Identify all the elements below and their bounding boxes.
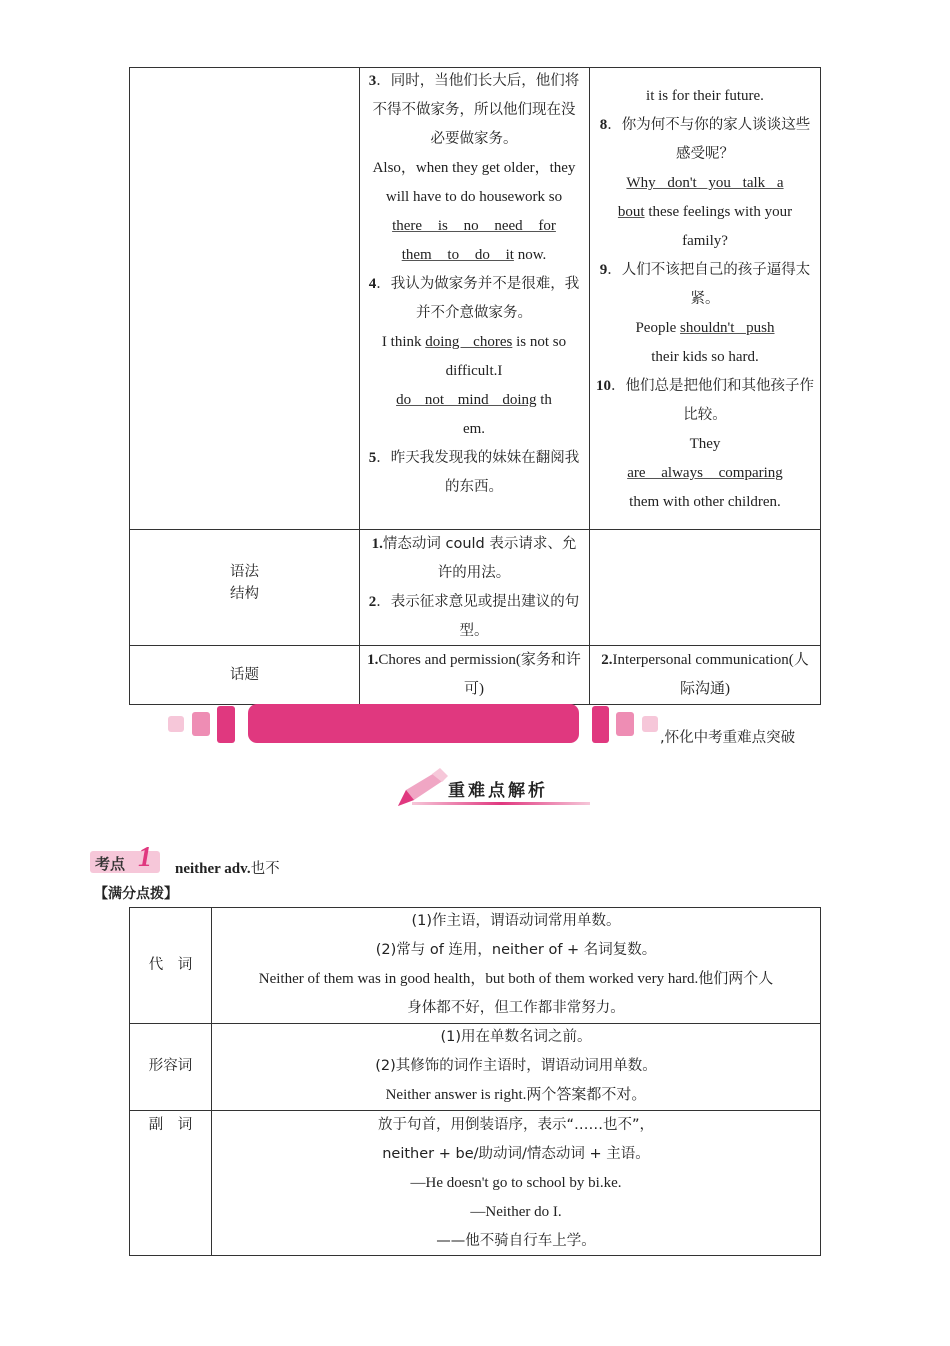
grammar-label: 语法 结构 xyxy=(230,564,259,602)
topic-label: 话题 xyxy=(230,667,259,683)
row-content-adjective: (1)用在单数名词之前。 (2)其修饰的词作主语时，谓语动词用单数。 Neither answer is right.两个答案都不对。 xyxy=(375,1029,657,1103)
kaodian-title: neither adv.也不 xyxy=(175,861,280,877)
row-content-adverb: 放于句首，用倒装语序，表示“……也不”， neither + be/助动词/情态动词 + 主语。 —He doesn't go to school by bi.ke. —Neither do I. ——他不骑自行车上学。 xyxy=(377,1117,655,1249)
row-label-adverb: 副 词 xyxy=(148,1117,193,1133)
item-8-answer: Why don't you talk a bout these feelings with your family? xyxy=(617,175,793,249)
pencil-icon xyxy=(392,766,452,812)
section-heading xyxy=(392,766,592,812)
answer-blank: bout xyxy=(617,204,645,220)
banner-square xyxy=(642,716,658,732)
translation-column-2 xyxy=(366,67,582,502)
item-4-en: I think doing chores is not so difficult.I xyxy=(381,334,567,379)
answer-blank: shouldn't push xyxy=(680,320,775,336)
item-3-answer: there is no need for them to do it now. xyxy=(392,218,556,263)
heading-underline xyxy=(412,802,590,805)
kaodian-number: 1 xyxy=(138,842,152,873)
item-10-answer: They are always comparing them with other children. xyxy=(627,436,783,510)
answer-blank: are always comparing xyxy=(627,465,783,481)
item-9-answer: People shouldn't push their kids so hard. xyxy=(635,320,775,365)
topic-item-2: 2.Interpersonal communication(人际沟通) xyxy=(601,652,809,697)
item-8-zh: 8．你为何不与你的家人谈谈这些感受呢？ xyxy=(599,117,811,162)
answer-blank: doing chores xyxy=(425,334,513,350)
banner-square xyxy=(168,716,184,732)
answer-blank: Why don't you talk a xyxy=(626,175,784,191)
row-label-pronoun: 代 词 xyxy=(148,957,193,973)
topic-item-1: 1.Chores and permission(家务和许可) xyxy=(367,652,581,697)
answer-blank: do not mind doing xyxy=(396,392,537,408)
translation-column-3 xyxy=(596,82,814,517)
answer-blank: there is no need for xyxy=(392,218,556,234)
banner-square xyxy=(217,706,235,743)
banner-square xyxy=(616,712,634,736)
item-7-tail: it is for their future. xyxy=(646,88,764,104)
banner-bar xyxy=(248,704,579,743)
row-content-pronoun: (1)作主语，谓语动词常用单数。 (2)常与 of 连用，neither of + 名词复数。 Neither of them was in good health，but both of them worked very hard.他们两个人 身体都不好，但工作都非常努力。 xyxy=(258,913,774,1016)
item-10-zh: 10．他们总是把他们和其他孩子作比较。 xyxy=(596,378,814,423)
grammar-items: 1.情态动词 could 表示请求、允许的用法。 2．表示征求意见或提出建议的句型。 xyxy=(368,536,580,639)
row-label-adjective: 形容词 xyxy=(148,1058,193,1074)
item-3-en: Also，when they get older，they will have to do housework so xyxy=(372,160,576,205)
heading-text: 重难点解析 xyxy=(448,781,548,801)
banner-square xyxy=(192,712,210,736)
item-4-answer: do not mind doing th em. xyxy=(396,392,552,437)
banner-square xyxy=(592,706,609,743)
kaodian-label: 考点 xyxy=(95,855,126,873)
banner-text: ,怀化中考重难点突破 xyxy=(660,730,796,746)
tip-label: 【满分点拨】 xyxy=(94,886,178,902)
item-5-zh: 5．昨天我发现我的妹妹在翻阅我的东西。 xyxy=(368,450,580,495)
item-3-zh: 3．同时，当他们长大后，他们将不得不做家务，所以他们现在没必要做家务。 xyxy=(368,73,580,147)
item-9-zh: 9．人们不该把自己的孩子逼得太紧。 xyxy=(599,262,811,307)
answer-blank: them to do it xyxy=(401,247,514,263)
item-4-zh: 4．我认为做家务并不是很难，我并不介意做家务。 xyxy=(368,276,580,321)
